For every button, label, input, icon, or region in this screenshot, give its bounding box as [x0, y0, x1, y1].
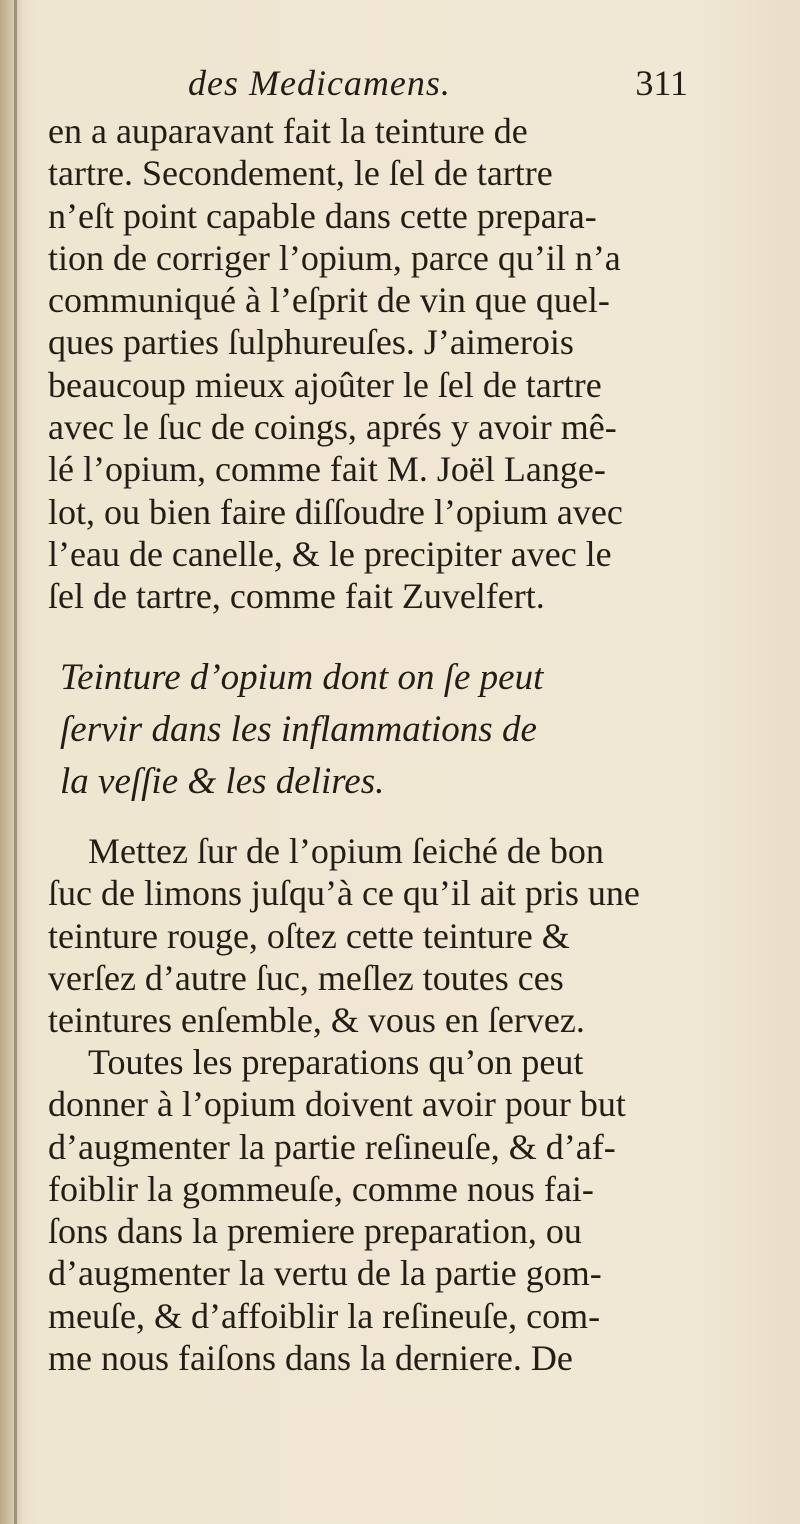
- text-line: n’eſt point capable dans cette prepara-: [48, 195, 597, 236]
- heading-line: la veſſie & les delires.: [60, 761, 385, 802]
- text-line: d’augmenter la partie reſineuſe, & d’af-: [48, 1126, 616, 1167]
- page-gutter: [0, 0, 22, 1524]
- text-line: ſons dans la premiere preparation, ou: [48, 1211, 582, 1252]
- text-line: communiqué à l’eſprit de vin que quel-: [48, 280, 610, 321]
- text-line: en a auparavant fait la teinture de: [48, 111, 528, 151]
- text-line: ſel de tartre, comme fait Zuvelfert.: [48, 576, 545, 617]
- section-heading: [60, 652, 690, 808]
- text-line: meuſe, & d’affoiblir la reſineuſe, com-: [48, 1295, 601, 1336]
- page-number: 311: [635, 63, 688, 103]
- text-line: teintures enſemble, & vous en ſervez.: [48, 1000, 585, 1041]
- text-line: teinture rouge, oſtez cette teinture &: [48, 915, 570, 956]
- paragraph-recipe: [48, 830, 688, 1041]
- text-line: ſuc de limons juſqu’à ce qu’il ait pris une: [48, 873, 640, 914]
- text-line: d’augmenter la vertu de la partie gom-: [48, 1253, 602, 1294]
- text-line: verſez d’autre ſuc, meſlez toutes ces: [48, 957, 564, 998]
- text-line: lé l’opium, comme fait M. Joël Lange-: [48, 449, 606, 490]
- text-line: Toutes les preparations qu’on peut: [88, 1042, 584, 1082]
- text-line: tartre. Secondement, le ſel de tartre: [48, 153, 553, 194]
- text-line: Mettez ſur de l’opium ſeiché de bon: [88, 831, 604, 871]
- text-line: avec le ſuc de coings, aprés y avoir mê-: [48, 407, 617, 448]
- page-header: [48, 62, 688, 112]
- text-line: donner à l’opium doivent avoir pour but: [48, 1084, 626, 1125]
- running-title: des Medicamens.: [188, 63, 451, 103]
- text-line: me nous faiſons dans la derniere. De: [48, 1338, 573, 1379]
- text-line: ques parties ſulphureuſes. J’aimerois: [48, 322, 574, 363]
- heading-line: ſervir dans les inflammations de: [60, 709, 537, 750]
- text-line: tion de corriger l’opium, parce qu’il n’a: [48, 237, 621, 278]
- text-line: l’eau de canelle, & le precipiter avec le: [48, 533, 612, 574]
- paragraph-continued: [48, 110, 688, 618]
- text-line: beaucoup mieux ajoûter le ſel de tartre: [48, 364, 602, 405]
- paragraph-preparations: [48, 1041, 688, 1379]
- binding-edge: [14, 0, 17, 1524]
- text-line: lot, ou bien faire diſſoudre l’opium avec: [48, 491, 623, 532]
- text-line: foiblir la gommeuſe, comme nous fai-: [48, 1168, 594, 1209]
- heading-line: Teinture d’opium dont on ſe peut: [60, 657, 544, 698]
